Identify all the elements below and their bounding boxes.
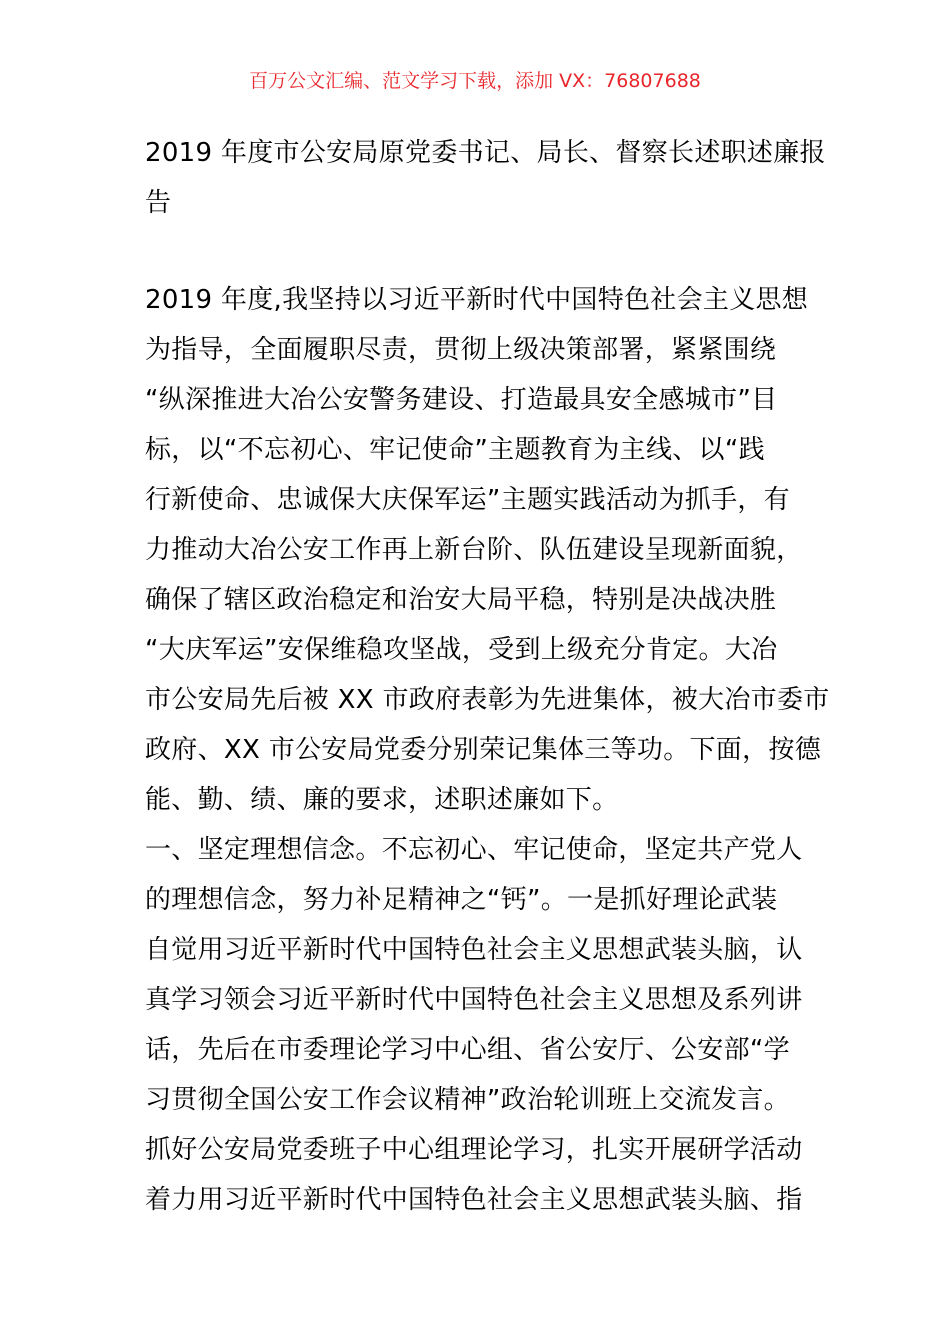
body-line: 自觉用习近平新时代中国特色社会主义思想武装头脑，认 — [145, 935, 803, 965]
body-line: 行新使命、忠诚保大庆保军运”主题实践活动为抓手，有 — [145, 485, 790, 515]
title-line: 告 — [145, 188, 172, 218]
section-heading-line: 一、坚定理想信念。不忘初心、牢记使命，坚定共产党人 — [145, 835, 803, 865]
body-line: 力推动大冶公安工作再上新台阶、队伍建设呈现新面貌， — [145, 535, 803, 565]
body-line: 为指导，全面履职尽责，贯彻上级决策部署，紧紧围绕 — [145, 335, 777, 365]
body-line: 能、勤、绩、廉的要求，述职述廉如下。 — [145, 785, 619, 815]
body-line: 2019 年度,我坚持以习近平新时代中国特色社会主义思想 — [145, 285, 809, 315]
body-line: 确保了辖区政治稳定和治安大局平稳，特别是决战决胜 — [145, 585, 777, 615]
body-line: 真学习领会习近平新时代中国特色社会主义思想及系列讲 — [145, 985, 803, 1015]
body-line: “大庆军运”安保维稳攻坚战，受到上级充分肯定。大冶 — [145, 635, 778, 665]
body-line: 的理想信念，努力补足精神之“钙”。一是抓好理论武装 — [145, 885, 778, 915]
watermark-header-note: 百万公文汇编、范文学习下载，添加 VX：76807688 — [249, 70, 701, 92]
body-line: 话，先后在市委理论学习中心组、省公安厅、公安部“学 — [145, 1035, 790, 1065]
body-line: 政府、XX 市公安局党委分别荣记集体三等功。下面，按德 — [145, 735, 821, 765]
body-line: 标，以“不忘初心、牢记使命”主题教育为主线、以“践 — [145, 435, 765, 465]
body-line: 市公安局先后被 XX 市政府表彰为先进集体，被大冶市委市 — [145, 685, 830, 715]
document-body — [145, 275, 830, 1225]
body-line: 抓好公安局党委班子中心组理论学习，扎实开展研学活动 — [145, 1135, 803, 1165]
body-line: 着力用习近平新时代中国特色社会主义思想武装头脑、指 — [145, 1185, 803, 1215]
document-title — [145, 128, 826, 228]
body-line: “纵深推进大冶公安警务建设、打造最具安全感城市”目 — [145, 385, 778, 415]
body-line: 习贯彻全国公安工作会议精神”政治轮训班上交流发言。 — [145, 1085, 790, 1115]
title-line: 2019 年度市公安局原党委书记、局长、督察长述职述廉报 — [145, 138, 826, 168]
